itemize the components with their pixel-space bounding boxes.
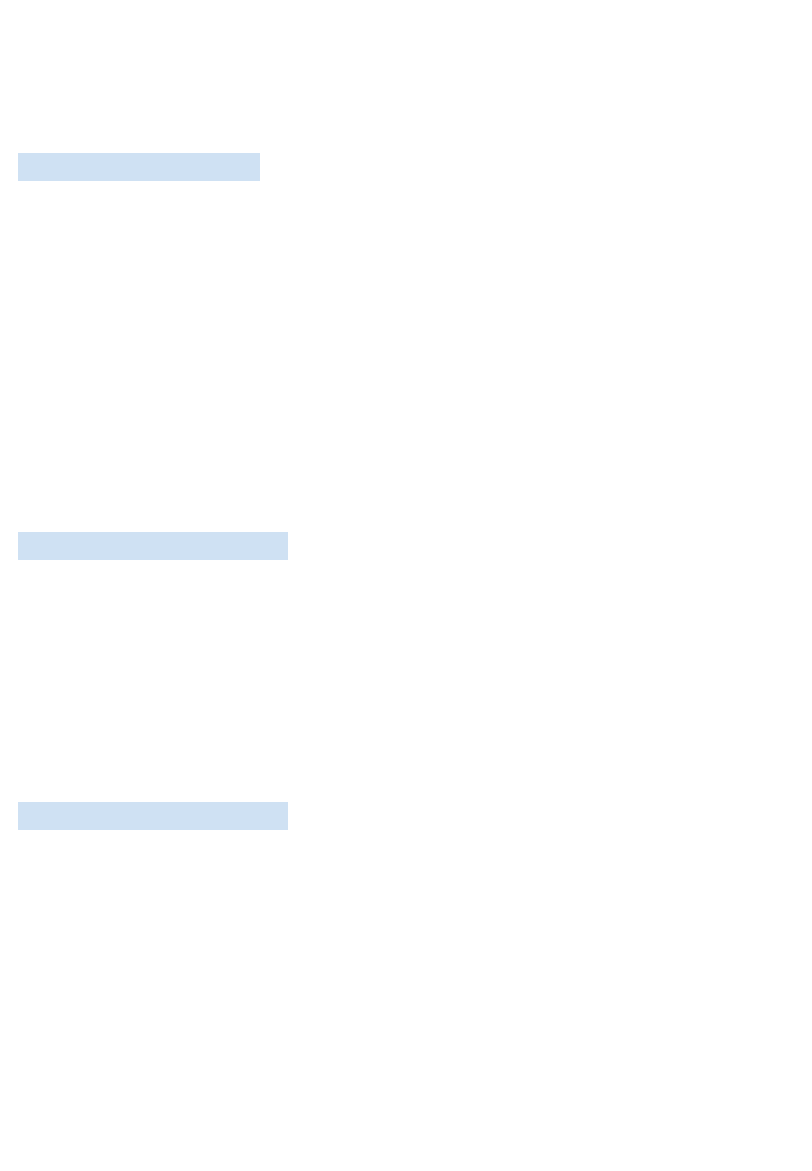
section5-heading	[18, 532, 288, 560]
section6-heading	[18, 802, 288, 830]
section4-heading	[18, 153, 260, 181]
watermark	[757, 1014, 789, 1027]
